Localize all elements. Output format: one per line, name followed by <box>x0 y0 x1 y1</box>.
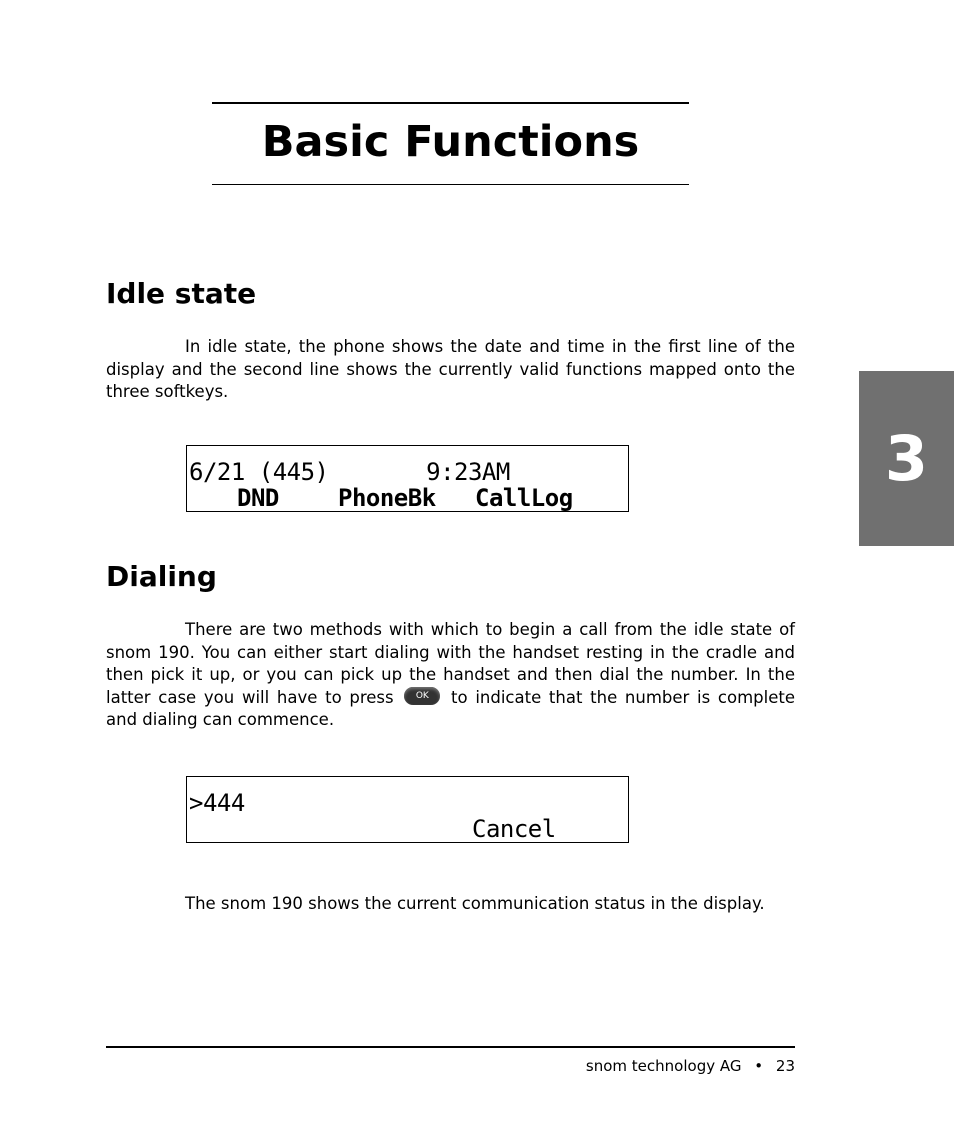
dialing-display-softkeys <box>189 816 628 842</box>
ok-key-icon: OK <box>404 687 440 705</box>
softkey-dnd: DND <box>237 484 279 512</box>
status-paragraph: The snom 190 shows the current communication status in the display. <box>185 894 765 913</box>
footer-separator: • <box>754 1057 764 1075</box>
dialing-paragraph <box>106 619 795 732</box>
dialing-text-after-key: to indicate that the number is complete and dialing can commence. <box>106 687 796 729</box>
footer-company: snom technology AG <box>585 1057 742 1075</box>
title-rule-bottom <box>212 184 689 185</box>
chapter-number-tab <box>859 371 954 546</box>
dialing-heading: Dialing <box>106 560 217 593</box>
softkey-calllog: CallLog <box>475 484 573 512</box>
idle-state-heading: Idle state <box>106 277 257 310</box>
footer-page-number: 23 <box>775 1057 795 1075</box>
title-rule-top <box>212 102 689 104</box>
dialing-text-before-key: There are two methods with which to begin a call from the idle state of snom 190. You can either start dialing with the handset resting in the cradle and then pick it up, or you can pick up the handset and then dial the number. In the latter case you will have to press <box>106 620 795 707</box>
footer-rule <box>106 1046 795 1048</box>
page-footer <box>586 1056 795 1076</box>
softkey-phonebk: PhoneBk <box>338 484 436 512</box>
idle-state-paragraph: In idle state, the phone shows the date and time in the first line of the display and the second line shows the currently valid functions mapped onto the three softkeys. <box>106 337 795 401</box>
idle-display-softkeys <box>189 485 628 511</box>
idle-display-line1: 6/21 (445) 9:23AM <box>189 458 510 486</box>
dialing-display-line1: >444 <box>189 789 245 817</box>
idle-display-screen <box>186 445 629 512</box>
dialing-display-screen <box>186 776 629 843</box>
chapter-number: 3 <box>884 422 929 495</box>
chapter-title: Basic Functions <box>261 117 640 167</box>
softkey-cancel: Cancel <box>472 815 556 843</box>
